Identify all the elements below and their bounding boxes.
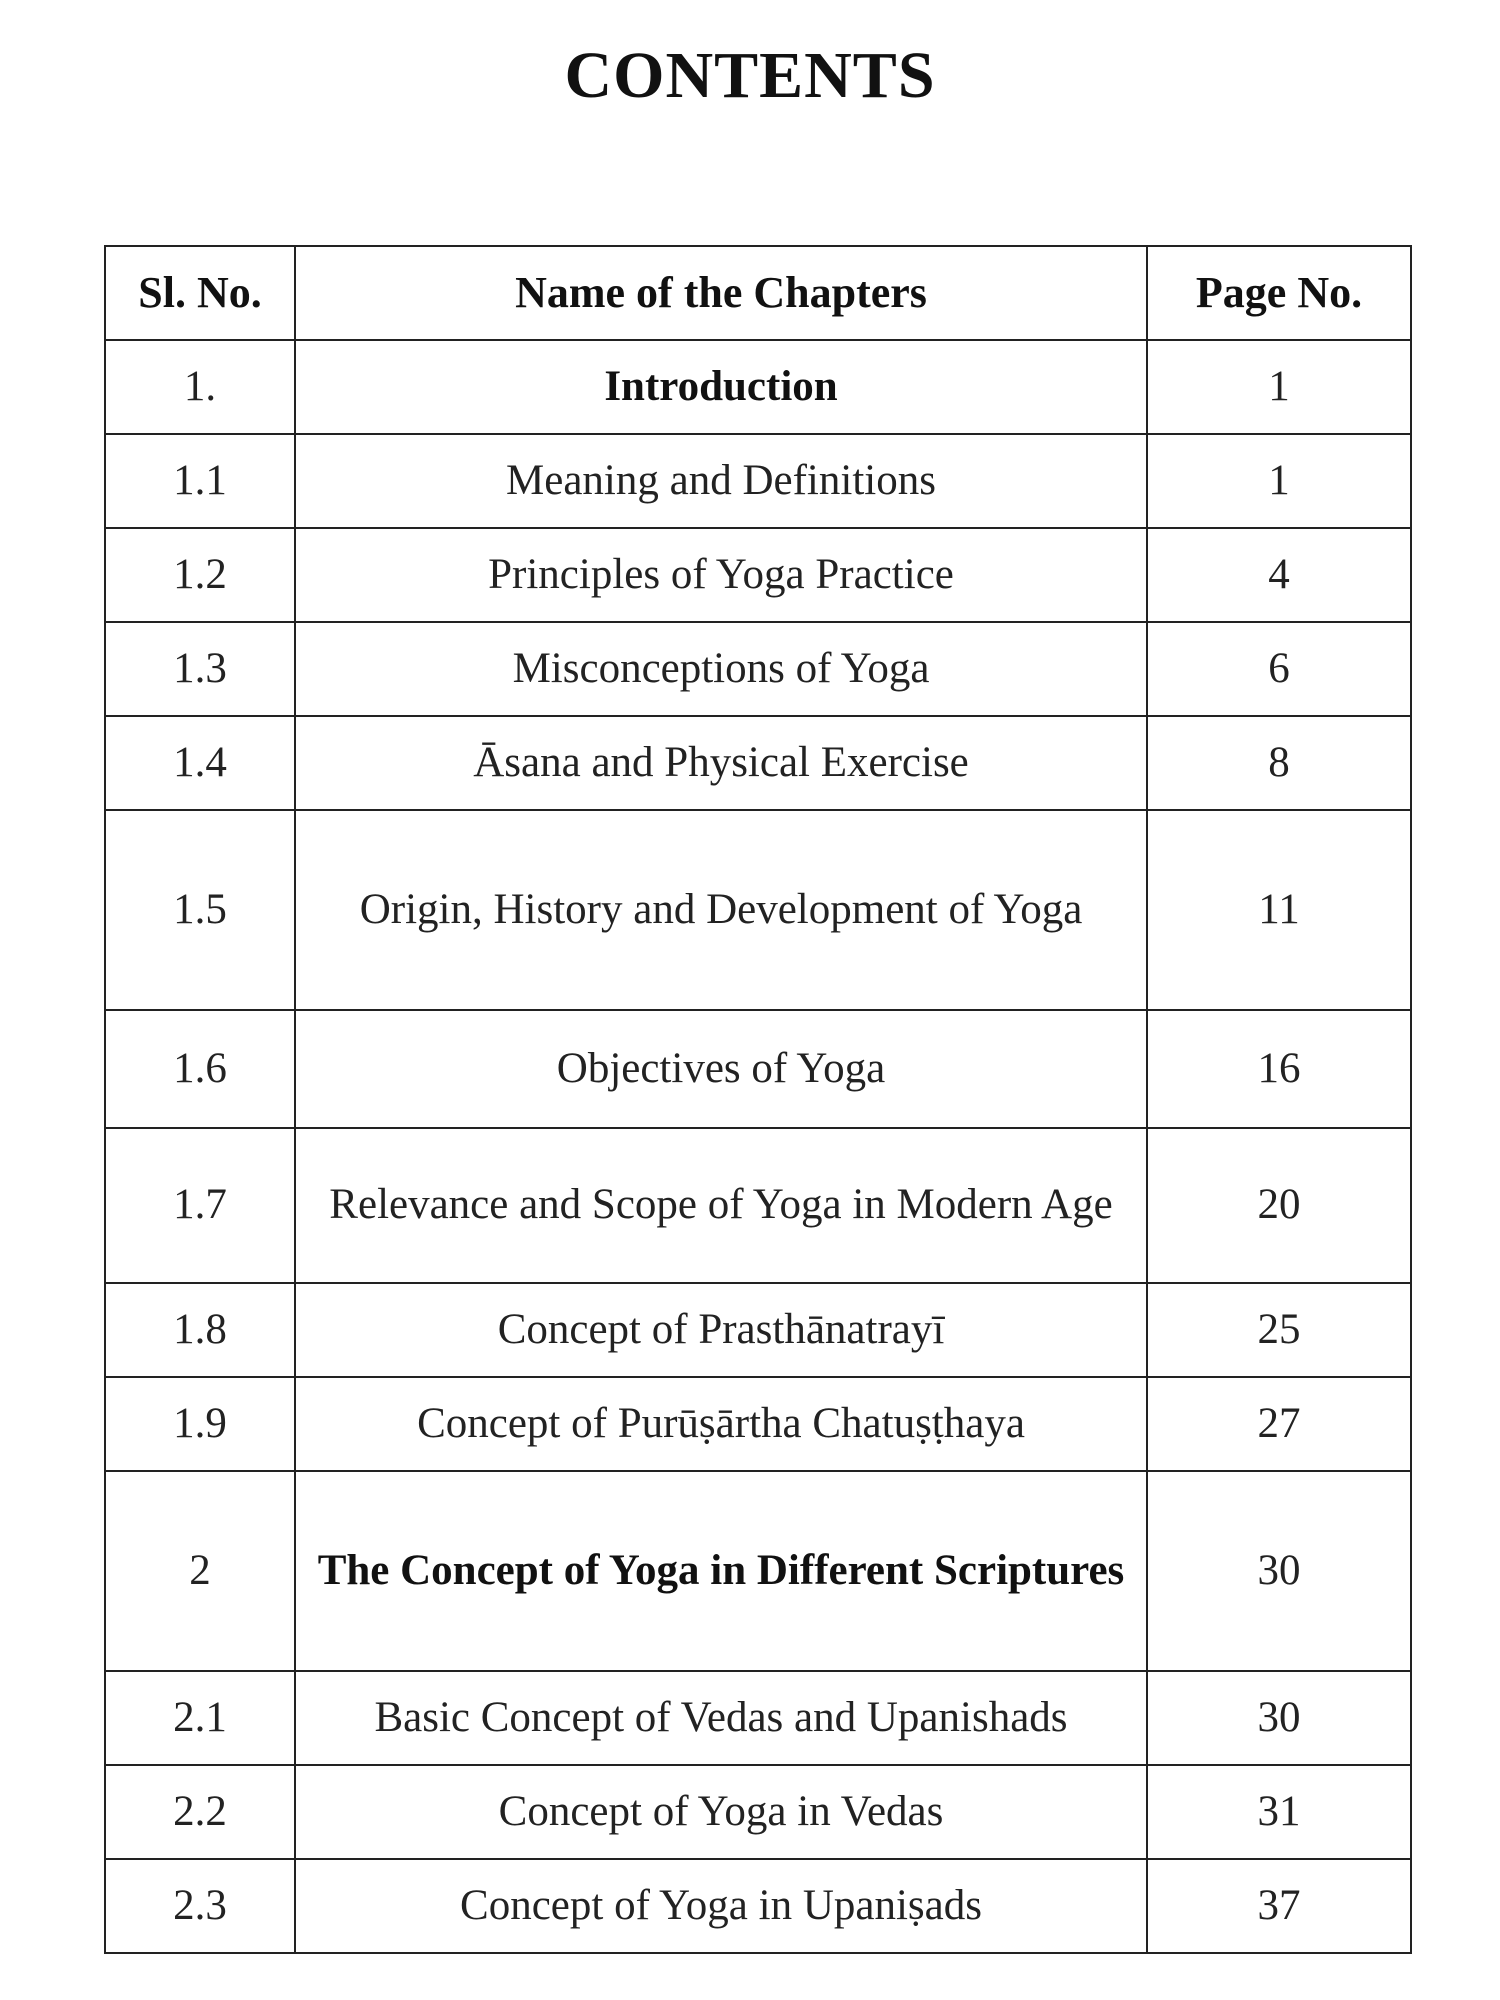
row-chapter-name: Introduction xyxy=(295,340,1147,434)
row-sl-no: 1.1 xyxy=(105,434,295,528)
row-chapter-name: Meaning and Definitions xyxy=(295,434,1147,528)
row-chapter-name: Relevance and Scope of Yoga in Modern Age xyxy=(295,1128,1147,1283)
row-page-no: 20 xyxy=(1147,1128,1411,1283)
row-page-no: 31 xyxy=(1147,1765,1411,1859)
row-sl-no: 2.2 xyxy=(105,1765,295,1859)
row-chapter-name: Misconceptions of Yoga xyxy=(295,622,1147,716)
row-page-no: 8 xyxy=(1147,716,1411,810)
table-row xyxy=(105,716,1411,810)
row-sl-no: 1.7 xyxy=(105,1128,295,1283)
row-chapter-name: Principles of Yoga Practice xyxy=(295,528,1147,622)
row-chapter-name: Basic Concept of Vedas and Upanishads xyxy=(295,1671,1147,1765)
contents-table xyxy=(104,245,1412,1954)
table-row xyxy=(105,1283,1411,1377)
row-page-no: 6 xyxy=(1147,622,1411,716)
table-row xyxy=(105,622,1411,716)
row-sl-no: 1.9 xyxy=(105,1377,295,1471)
page-title: CONTENTS xyxy=(564,39,936,112)
row-chapter-name: Concept of Yoga in Vedas xyxy=(295,1765,1147,1859)
row-sl-no: 1.3 xyxy=(105,622,295,716)
row-chapter-name: Objectives of Yoga xyxy=(295,1010,1147,1128)
header-sl-no: Sl. No. xyxy=(105,246,295,340)
row-page-no: 30 xyxy=(1147,1471,1411,1671)
table-row xyxy=(105,528,1411,622)
row-chapter-name: Concept of Purūṣārtha Chatuṣṭhaya xyxy=(295,1377,1147,1471)
row-page-no: 1 xyxy=(1147,340,1411,434)
table-row xyxy=(105,1010,1411,1128)
row-sl-no: 1. xyxy=(105,340,295,434)
row-sl-no: 2.1 xyxy=(105,1671,295,1765)
row-page-no: 1 xyxy=(1147,434,1411,528)
row-sl-no: 1.4 xyxy=(105,716,295,810)
table-row xyxy=(105,1859,1411,1953)
table-row xyxy=(105,340,1411,434)
row-sl-no: 1.8 xyxy=(105,1283,295,1377)
row-chapter-name: Āsana and Physical Exercise xyxy=(295,716,1147,810)
table-row xyxy=(105,810,1411,1010)
row-chapter-name: Concept of Prasthānatrayī xyxy=(295,1283,1147,1377)
row-chapter-name: Concept of Yoga in Upaniṣads xyxy=(295,1859,1147,1953)
row-sl-no: 1.2 xyxy=(105,528,295,622)
row-page-no: 11 xyxy=(1147,810,1411,1010)
table-header-row xyxy=(105,246,1411,340)
row-page-no: 25 xyxy=(1147,1283,1411,1377)
table-row xyxy=(105,1765,1411,1859)
table-row xyxy=(105,1377,1411,1471)
row-chapter-name: The Concept of Yoga in Different Scriptures xyxy=(295,1471,1147,1671)
row-page-no: 4 xyxy=(1147,528,1411,622)
row-sl-no: 2 xyxy=(105,1471,295,1671)
row-sl-no: 2.3 xyxy=(105,1859,295,1953)
row-page-no: 37 xyxy=(1147,1859,1411,1953)
row-sl-no: 1.5 xyxy=(105,810,295,1010)
table-row xyxy=(105,1128,1411,1283)
row-page-no: 30 xyxy=(1147,1671,1411,1765)
row-sl-no: 1.6 xyxy=(105,1010,295,1128)
table-row xyxy=(105,1671,1411,1765)
table-row xyxy=(105,1471,1411,1671)
header-chapter-name: Name of the Chapters xyxy=(295,246,1147,340)
row-page-no: 27 xyxy=(1147,1377,1411,1471)
row-chapter-name: Origin, History and Development of Yoga xyxy=(295,810,1147,1010)
header-page-no: Page No. xyxy=(1147,246,1411,340)
table-row xyxy=(105,434,1411,528)
row-page-no: 16 xyxy=(1147,1010,1411,1128)
